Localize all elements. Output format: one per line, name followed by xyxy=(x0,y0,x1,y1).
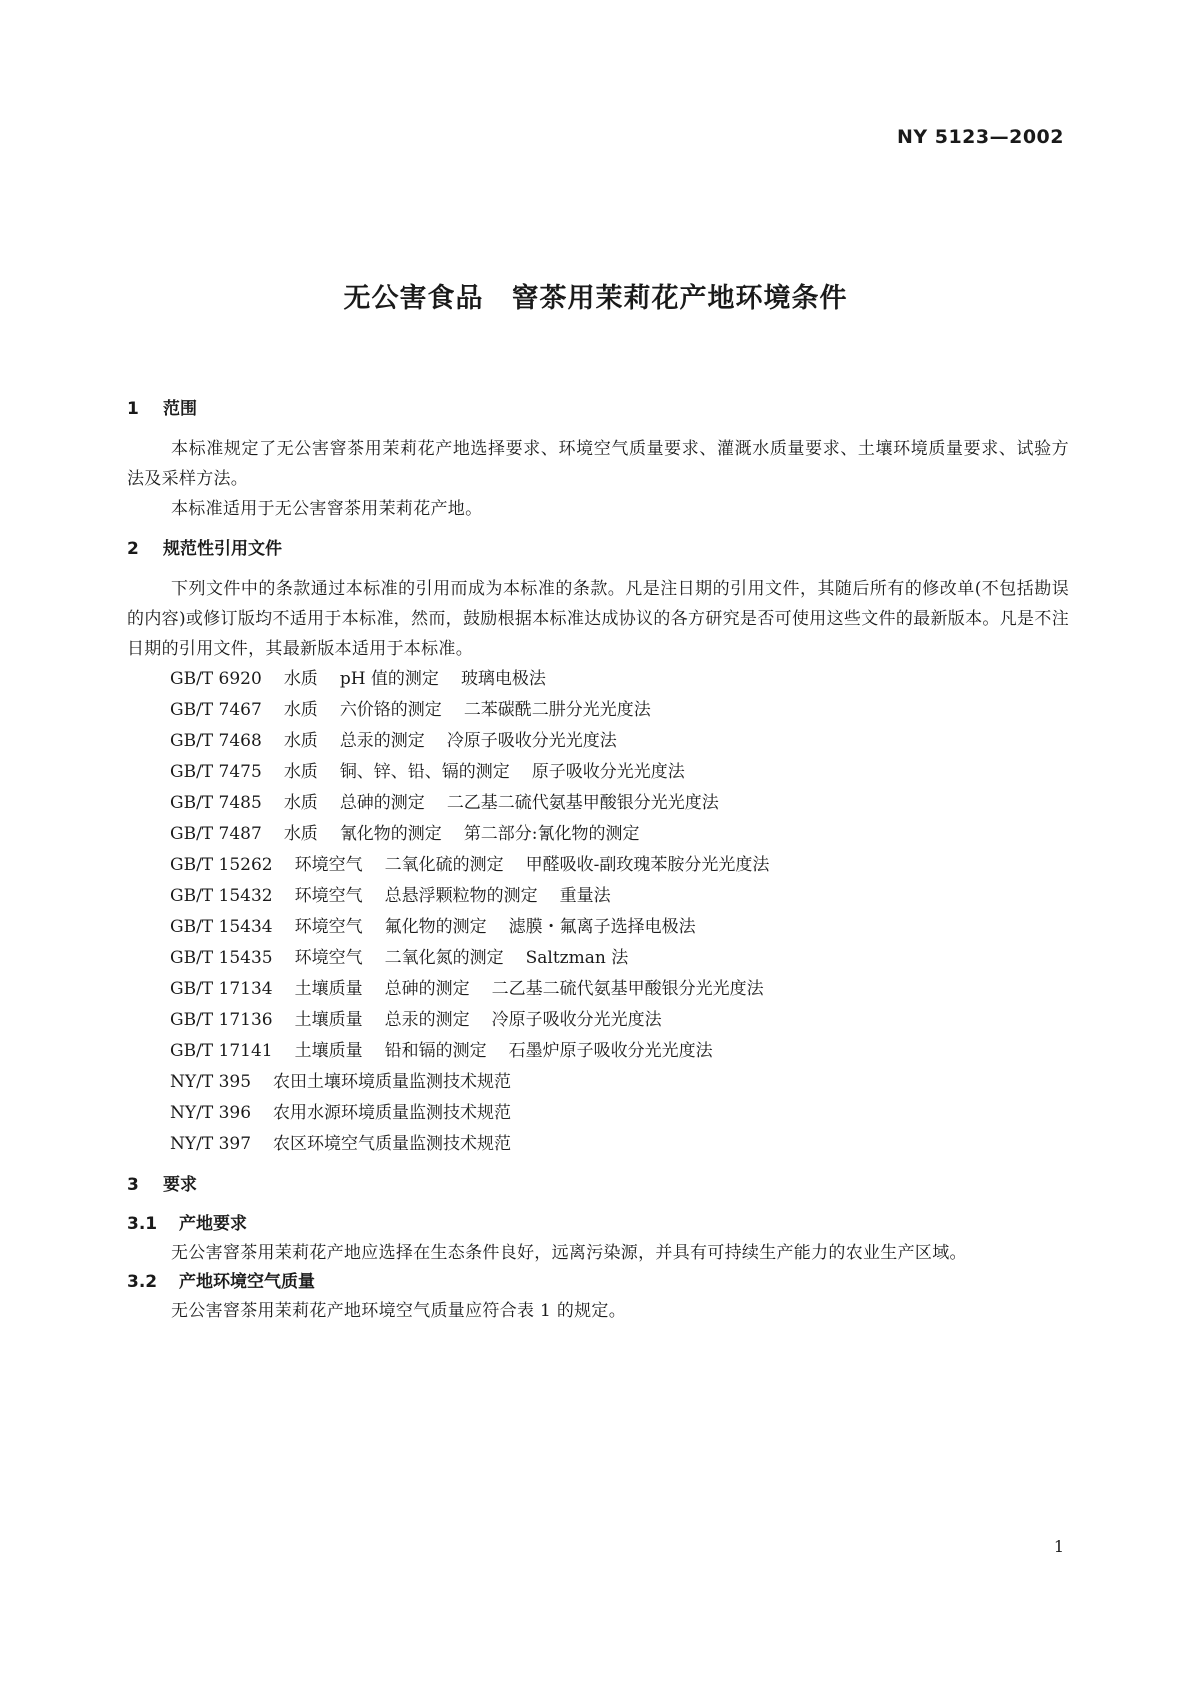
reference-item xyxy=(170,1098,1069,1129)
subsection-heading xyxy=(127,1210,1069,1238)
section-requirements xyxy=(127,1172,1069,1326)
reference-method: 原子吸收分光光度法 xyxy=(531,762,685,782)
reference-code: GB/T 7468 xyxy=(170,731,262,751)
page-number: 1 xyxy=(1053,1537,1064,1556)
reference-item xyxy=(170,819,1069,850)
reference-subject: 六价铬的测定 xyxy=(339,700,442,720)
reference-method: 冷原子吸收分光光度法 xyxy=(446,731,617,751)
reference-code: GB/T 6920 xyxy=(170,669,262,689)
reference-code: NY/T 397 xyxy=(170,1134,252,1154)
reference-code: GB/T 7475 xyxy=(170,762,262,782)
reference-item xyxy=(170,664,1069,695)
reference-medium: 环境空气 xyxy=(294,855,363,875)
reference-method: 二乙基二硫代氨基甲酸银分光光度法 xyxy=(446,793,719,813)
document-title: 无公害食品 窨茶用茉莉花产地环境条件 xyxy=(343,283,848,314)
reference-code: GB/T 15432 xyxy=(170,886,273,906)
subsection-3-1 xyxy=(127,1210,1069,1268)
reference-method: 二乙基二硫代氨基甲酸银分光光度法 xyxy=(491,979,764,999)
reference-medium: 环境空气 xyxy=(294,886,363,906)
reference-method: Saltzman 法 xyxy=(525,948,629,968)
section-scope xyxy=(127,396,1069,524)
reference-subject: 总砷的测定 xyxy=(339,793,425,813)
reference-medium: 环境空气 xyxy=(294,917,363,937)
reference-code: GB/T 17134 xyxy=(170,979,273,999)
reference-medium: 水质 xyxy=(283,762,318,782)
subsection-3-2 xyxy=(127,1268,1069,1326)
reference-title: 农用水源环境质量监测技术规范 xyxy=(273,1103,512,1123)
subsection-heading xyxy=(127,1268,1069,1296)
paragraph: 下列文件中的条款通过本标准的引用而成为本标准的条款。凡是注日期的引用文件，其随后所有的修改单(不包括勘误的内容)或修订版均不适用于本标准，然而，鼓励根据本标准达成协议的各方研究是否可使用这些文件的最新版本。凡是不注日期的引用文件，其最新版本适用于本标准。 xyxy=(127,579,1069,659)
reference-list xyxy=(127,664,1069,1160)
reference-medium: 水质 xyxy=(283,824,318,844)
paragraph: 本标准规定了无公害窨茶用茉莉花产地选择要求、环境空气质量要求、灌溉水质量要求、土壤环境质量要求、试验方法及采样方法。 xyxy=(127,439,1069,489)
reference-title: 农田土壤环境质量监测技术规范 xyxy=(273,1072,512,1092)
reference-medium: 土壤质量 xyxy=(294,1010,363,1030)
reference-subject: 总汞的测定 xyxy=(384,1010,470,1030)
reference-title: 农区环境空气质量监测技术规范 xyxy=(273,1134,512,1154)
reference-code: GB/T 7467 xyxy=(170,700,262,720)
paragraph: 无公害窨茶用茉莉花产地环境空气质量应符合表 1 的规定。 xyxy=(171,1301,627,1321)
reference-item xyxy=(170,1067,1069,1098)
reference-item xyxy=(170,881,1069,912)
reference-subject: pH 值的测定 xyxy=(339,669,439,689)
reference-code: GB/T 7487 xyxy=(170,824,262,844)
reference-item xyxy=(170,974,1069,1005)
subsection-title: 产地要求 xyxy=(179,1214,247,1234)
reference-method: 玻璃电极法 xyxy=(460,669,546,689)
reference-method: 滤膜・氟离子选择电极法 xyxy=(508,917,696,937)
reference-subject: 总汞的测定 xyxy=(339,731,425,751)
reference-subject: 氰化物的测定 xyxy=(339,824,442,844)
reference-medium: 水质 xyxy=(283,793,318,813)
reference-item xyxy=(170,757,1069,788)
reference-code: GB/T 7485 xyxy=(170,793,262,813)
subsection-title: 产地环境空气质量 xyxy=(179,1272,315,1292)
reference-medium: 土壤质量 xyxy=(294,979,363,999)
reference-method: 二苯碳酰二肼分光光度法 xyxy=(463,700,651,720)
reference-code: GB/T 15262 xyxy=(170,855,273,875)
standard-number: NY 5123—2002 xyxy=(896,126,1064,148)
section-title: 要求 xyxy=(163,1175,197,1195)
reference-medium: 水质 xyxy=(283,700,318,720)
subsection-number: 3.1 xyxy=(127,1214,158,1234)
reference-medium: 水质 xyxy=(283,669,318,689)
reference-method: 第二部分:氰化物的测定 xyxy=(463,824,640,844)
reference-code: GB/T 17141 xyxy=(170,1041,273,1061)
reference-subject: 二氧化氮的测定 xyxy=(384,948,504,968)
reference-subject: 氟化物的测定 xyxy=(384,917,487,937)
section-number: 3 xyxy=(127,1175,139,1195)
reference-item xyxy=(170,726,1069,757)
reference-item xyxy=(170,1129,1069,1160)
reference-medium: 水质 xyxy=(283,731,318,751)
section-number: 2 xyxy=(127,539,139,559)
section-title: 范围 xyxy=(163,399,197,419)
reference-subject: 铜、锌、铅、镉的测定 xyxy=(339,762,510,782)
reference-subject: 总悬浮颗粒物的测定 xyxy=(384,886,538,906)
paragraph: 无公害窨茶用茉莉花产地应选择在生态条件良好，远离污染源，并具有可持续生产能力的农业生产区域。 xyxy=(171,1243,967,1263)
reference-item xyxy=(170,850,1069,881)
section-number: 1 xyxy=(127,399,139,419)
reference-code: GB/T 17136 xyxy=(170,1010,273,1030)
reference-code: NY/T 396 xyxy=(170,1103,252,1123)
section-heading xyxy=(127,396,1069,422)
reference-subject: 总砷的测定 xyxy=(384,979,470,999)
reference-method: 石墨炉原子吸收分光光度法 xyxy=(508,1041,713,1061)
reference-code: NY/T 395 xyxy=(170,1072,252,1092)
reference-method: 重量法 xyxy=(559,886,611,906)
paragraph: 本标准适用于无公害窨茶用茉莉花产地。 xyxy=(171,499,483,519)
section-normative-references xyxy=(127,536,1069,1160)
reference-code: GB/T 15434 xyxy=(170,917,273,937)
reference-item xyxy=(170,1036,1069,1067)
reference-code: GB/T 15435 xyxy=(170,948,273,968)
section-heading xyxy=(127,536,1069,562)
document-body xyxy=(127,396,1069,1338)
reference-item xyxy=(170,943,1069,974)
subsection-number: 3.2 xyxy=(127,1272,158,1292)
reference-item xyxy=(170,788,1069,819)
section-title: 规范性引用文件 xyxy=(163,539,282,559)
reference-medium: 环境空气 xyxy=(294,948,363,968)
reference-subject: 铅和镉的测定 xyxy=(384,1041,487,1061)
reference-item xyxy=(170,912,1069,943)
reference-subject: 二氧化硫的测定 xyxy=(384,855,504,875)
section-heading xyxy=(127,1172,1069,1198)
reference-item xyxy=(170,695,1069,726)
reference-method: 甲醛吸收-副玫瑰苯胺分光光度法 xyxy=(525,855,770,875)
reference-item xyxy=(170,1005,1069,1036)
reference-method: 冷原子吸收分光光度法 xyxy=(491,1010,662,1030)
reference-medium: 土壤质量 xyxy=(294,1041,363,1061)
